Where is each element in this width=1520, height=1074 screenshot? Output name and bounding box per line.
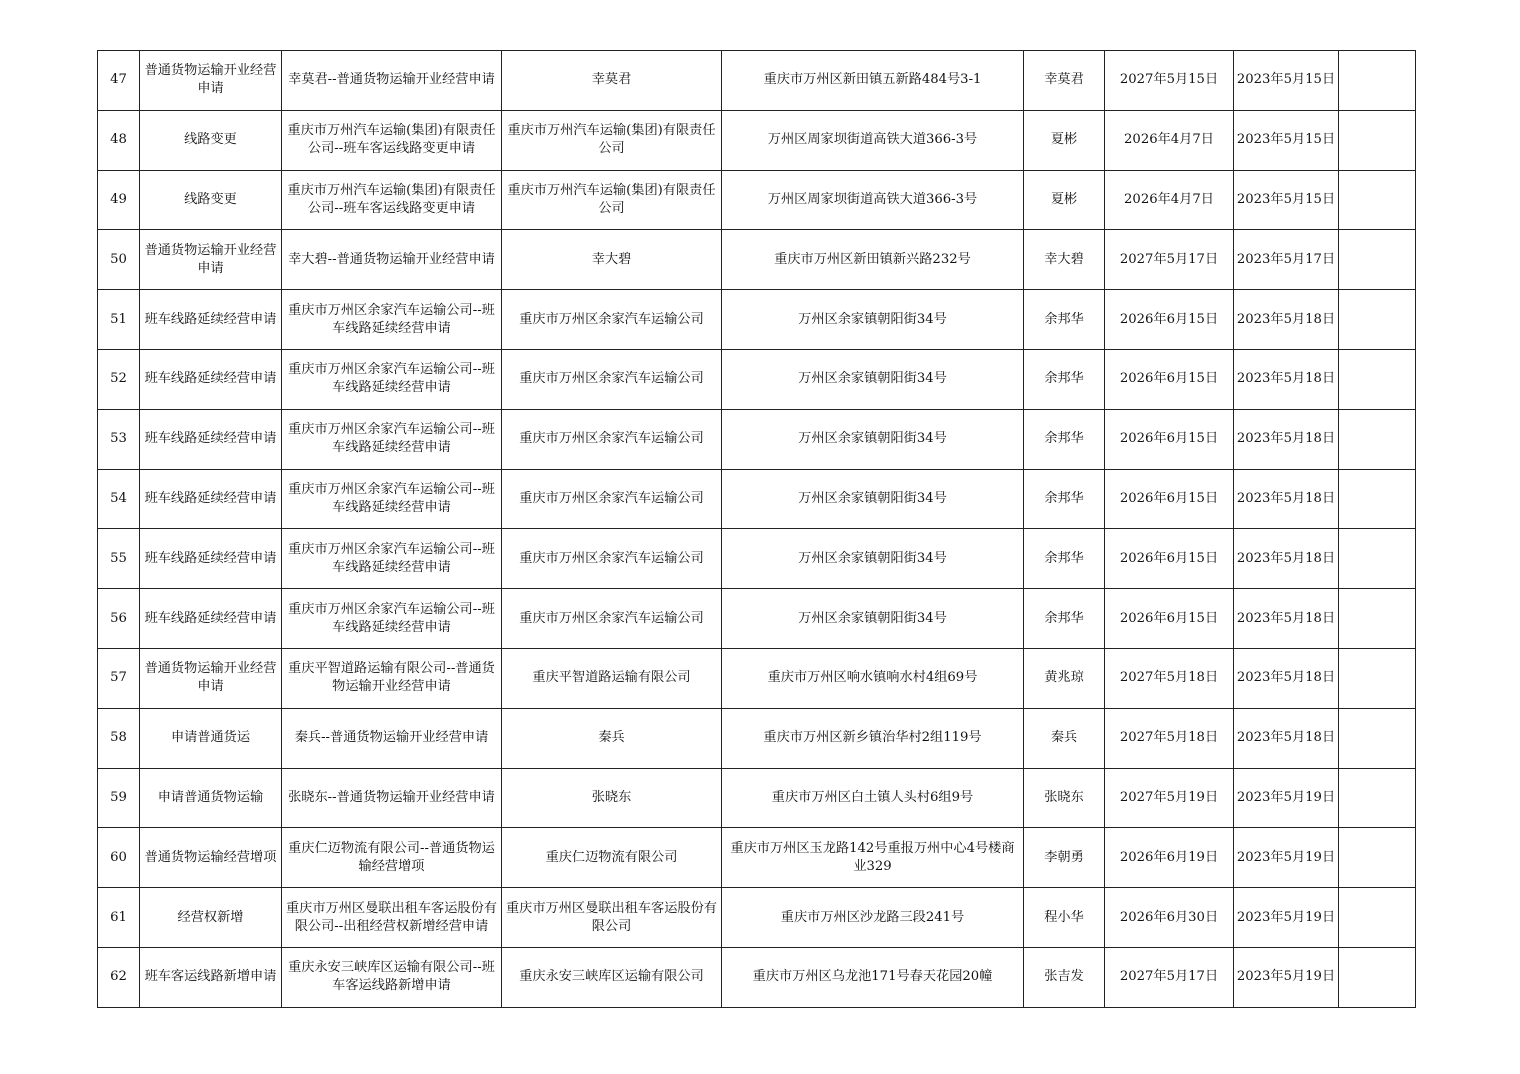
remarks-cell [1339, 290, 1416, 350]
application-item-cell: 班车线路延续经营申请 [140, 290, 282, 350]
applicant-name-cell: 重庆市万州区余家汽车运输公司 [502, 529, 722, 589]
applicant-address-cell: 重庆市万州区玉龙路142号重报万州中心4号楼商业329 [722, 828, 1024, 888]
application-item-cell: 经营权新增 [140, 888, 282, 948]
application-item-cell: 普通货物运输开业经营申请 [140, 230, 282, 290]
table-row [98, 947, 1416, 1007]
applicant-address-cell: 万州区余家镇朝阳街34号 [722, 409, 1024, 469]
remarks-cell [1339, 708, 1416, 768]
remarks-cell [1339, 51, 1416, 111]
applicant-address-cell: 万州区余家镇朝阳街34号 [722, 469, 1024, 529]
applicant-address-cell: 重庆市万州区新田镇五新路484号3-1 [722, 51, 1024, 111]
applicant-name-cell: 张晓东 [502, 768, 722, 828]
decision-date-cell: 2023年5月19日 [1234, 768, 1339, 828]
license-table [97, 50, 1416, 1008]
applicant-name-cell: 幸大碧 [502, 230, 722, 290]
decision-date-cell: 2023年5月18日 [1234, 290, 1339, 350]
application-title-cell: 重庆市万州区余家汽车运输公司--班车线路延续经营申请 [282, 290, 502, 350]
applicant-name-cell: 重庆市万州区余家汽车运输公司 [502, 409, 722, 469]
applicant-address-cell: 万州区余家镇朝阳街34号 [722, 290, 1024, 350]
table-row [98, 888, 1416, 948]
decision-date-cell: 2023年5月15日 [1234, 110, 1339, 170]
applicant-name-cell: 重庆市万州区曼联出租车客运股份有限公司 [502, 888, 722, 948]
application-title-cell: 重庆市万州区余家汽车运输公司--班车线路延续经营申请 [282, 469, 502, 529]
decision-date-cell: 2023年5月15日 [1234, 170, 1339, 230]
table-row [98, 469, 1416, 529]
table-row [98, 290, 1416, 350]
legal-representative-cell: 余邦华 [1024, 349, 1105, 409]
table-row [98, 529, 1416, 589]
applicant-address-cell: 万州区周家坝街道高铁大道366-3号 [722, 170, 1024, 230]
application-title-cell: 重庆市万州汽车运输(集团)有限责任公司--班车客运线路变更申请 [282, 110, 502, 170]
license-expiry-date-cell: 2027年5月17日 [1105, 947, 1234, 1007]
legal-representative-cell: 秦兵 [1024, 708, 1105, 768]
decision-date-cell: 2023年5月19日 [1234, 828, 1339, 888]
application-item-cell: 线路变更 [140, 170, 282, 230]
decision-date-cell: 2023年5月18日 [1234, 409, 1339, 469]
applicant-address-cell: 重庆市万州区响水镇响水村4组69号 [722, 648, 1024, 708]
license-expiry-date-cell: 2026年6月15日 [1105, 290, 1234, 350]
application-title-cell: 重庆平智道路运输有限公司--普通货物运输开业经营申请 [282, 648, 502, 708]
remarks-cell [1339, 349, 1416, 409]
table-row [98, 768, 1416, 828]
applicant-name-cell: 重庆永安三峡库区运输有限公司 [502, 947, 722, 1007]
remarks-cell [1339, 110, 1416, 170]
applicant-address-cell: 万州区余家镇朝阳街34号 [722, 589, 1024, 649]
application-title-cell: 幸莫君--普通货物运输开业经营申请 [282, 51, 502, 111]
row-number-cell: 55 [98, 529, 140, 589]
remarks-cell [1339, 589, 1416, 649]
application-item-cell: 班车线路延续经营申请 [140, 349, 282, 409]
application-item-cell: 线路变更 [140, 110, 282, 170]
decision-date-cell: 2023年5月19日 [1234, 888, 1339, 948]
decision-date-cell: 2023年5月15日 [1234, 51, 1339, 111]
remarks-cell [1339, 947, 1416, 1007]
table-row [98, 170, 1416, 230]
remarks-cell [1339, 888, 1416, 948]
application-title-cell: 重庆仁迈物流有限公司--普通货物运输经营增项 [282, 828, 502, 888]
license-expiry-date-cell: 2027年5月18日 [1105, 648, 1234, 708]
legal-representative-cell: 张晓东 [1024, 768, 1105, 828]
remarks-cell [1339, 529, 1416, 589]
license-expiry-date-cell: 2027年5月15日 [1105, 51, 1234, 111]
legal-representative-cell: 幸莫君 [1024, 51, 1105, 111]
license-expiry-date-cell: 2026年6月19日 [1105, 828, 1234, 888]
table-row [98, 409, 1416, 469]
application-title-cell: 重庆市万州区余家汽车运输公司--班车线路延续经营申请 [282, 409, 502, 469]
row-number-cell: 52 [98, 349, 140, 409]
applicant-address-cell: 重庆市万州区乌龙池171号春天花园20幢 [722, 947, 1024, 1007]
table-row [98, 349, 1416, 409]
application-title-cell: 幸大碧--普通货物运输开业经营申请 [282, 230, 502, 290]
table-row [98, 51, 1416, 111]
application-title-cell: 重庆市万州区余家汽车运输公司--班车线路延续经营申请 [282, 349, 502, 409]
decision-date-cell: 2023年5月18日 [1234, 349, 1339, 409]
row-number-cell: 49 [98, 170, 140, 230]
applicant-address-cell: 重庆市万州区白土镇人头村6组9号 [722, 768, 1024, 828]
row-number-cell: 51 [98, 290, 140, 350]
license-expiry-date-cell: 2027年5月19日 [1105, 768, 1234, 828]
application-item-cell: 班车线路延续经营申请 [140, 469, 282, 529]
license-expiry-date-cell: 2027年5月17日 [1105, 230, 1234, 290]
row-number-cell: 59 [98, 768, 140, 828]
applicant-name-cell: 重庆市万州区余家汽车运输公司 [502, 349, 722, 409]
remarks-cell [1339, 409, 1416, 469]
license-expiry-date-cell: 2026年6月15日 [1105, 589, 1234, 649]
decision-date-cell: 2023年5月18日 [1234, 469, 1339, 529]
row-number-cell: 47 [98, 51, 140, 111]
applicant-name-cell: 重庆仁迈物流有限公司 [502, 828, 722, 888]
application-item-cell: 申请普通货物运输 [140, 768, 282, 828]
row-number-cell: 58 [98, 708, 140, 768]
remarks-cell [1339, 170, 1416, 230]
remarks-cell [1339, 469, 1416, 529]
remarks-cell [1339, 828, 1416, 888]
applicant-name-cell: 重庆市万州区余家汽车运输公司 [502, 589, 722, 649]
legal-representative-cell: 夏彬 [1024, 170, 1105, 230]
application-title-cell: 重庆永安三峡库区运输有限公司--班车客运线路新增申请 [282, 947, 502, 1007]
applicant-address-cell: 万州区周家坝街道高铁大道366-3号 [722, 110, 1024, 170]
applicant-name-cell: 重庆市万州区余家汽车运输公司 [502, 290, 722, 350]
application-title-cell: 重庆市万州区曼联出租车客运股份有限公司--出租经营权新增经营申请 [282, 888, 502, 948]
legal-representative-cell: 程小华 [1024, 888, 1105, 948]
table-row [98, 589, 1416, 649]
row-number-cell: 53 [98, 409, 140, 469]
license-expiry-date-cell: 2026年4月7日 [1105, 110, 1234, 170]
legal-representative-cell: 夏彬 [1024, 110, 1105, 170]
table-row [98, 230, 1416, 290]
legal-representative-cell: 李朝勇 [1024, 828, 1105, 888]
license-expiry-date-cell: 2026年6月15日 [1105, 469, 1234, 529]
remarks-cell [1339, 230, 1416, 290]
remarks-cell [1339, 648, 1416, 708]
applicant-address-cell: 重庆市万州区沙龙路三段241号 [722, 888, 1024, 948]
applicant-name-cell: 重庆市万州汽车运输(集团)有限责任公司 [502, 170, 722, 230]
row-number-cell: 54 [98, 469, 140, 529]
applicant-address-cell: 万州区余家镇朝阳街34号 [722, 529, 1024, 589]
application-item-cell: 班车客运线路新增申请 [140, 947, 282, 1007]
application-title-cell: 重庆市万州区余家汽车运输公司--班车线路延续经营申请 [282, 589, 502, 649]
table-row [98, 110, 1416, 170]
license-expiry-date-cell: 2026年6月15日 [1105, 529, 1234, 589]
legal-representative-cell: 余邦华 [1024, 290, 1105, 350]
applicant-name-cell: 幸莫君 [502, 51, 722, 111]
table-row [98, 708, 1416, 768]
row-number-cell: 60 [98, 828, 140, 888]
row-number-cell: 61 [98, 888, 140, 948]
application-title-cell: 秦兵--普通货物运输开业经营申请 [282, 708, 502, 768]
table-row [98, 648, 1416, 708]
application-item-cell: 申请普通货运 [140, 708, 282, 768]
license-expiry-date-cell: 2026年4月7日 [1105, 170, 1234, 230]
row-number-cell: 57 [98, 648, 140, 708]
application-item-cell: 普通货物运输开业经营申请 [140, 648, 282, 708]
application-title-cell: 重庆市万州汽车运输(集团)有限责任公司--班车客运线路变更申请 [282, 170, 502, 230]
row-number-cell: 56 [98, 589, 140, 649]
decision-date-cell: 2023年5月18日 [1234, 708, 1339, 768]
row-number-cell: 48 [98, 110, 140, 170]
applicant-address-cell: 重庆市万州区新乡镇治华村2组119号 [722, 708, 1024, 768]
row-number-cell: 50 [98, 230, 140, 290]
legal-representative-cell: 余邦华 [1024, 409, 1105, 469]
application-title-cell: 重庆市万州区余家汽车运输公司--班车线路延续经营申请 [282, 529, 502, 589]
applicant-name-cell: 秦兵 [502, 708, 722, 768]
table-row [98, 828, 1416, 888]
legal-representative-cell: 幸大碧 [1024, 230, 1105, 290]
application-title-cell: 张晓东--普通货物运输开业经营申请 [282, 768, 502, 828]
decision-date-cell: 2023年5月18日 [1234, 589, 1339, 649]
license-expiry-date-cell: 2026年6月15日 [1105, 349, 1234, 409]
table-body [98, 51, 1416, 1008]
applicant-address-cell: 重庆市万州区新田镇新兴路232号 [722, 230, 1024, 290]
applicant-name-cell: 重庆市万州汽车运输(集团)有限责任公司 [502, 110, 722, 170]
decision-date-cell: 2023年5月18日 [1234, 529, 1339, 589]
legal-representative-cell: 张吉发 [1024, 947, 1105, 1007]
legal-representative-cell: 余邦华 [1024, 589, 1105, 649]
application-item-cell: 班车线路延续经营申请 [140, 529, 282, 589]
legal-representative-cell: 余邦华 [1024, 469, 1105, 529]
application-item-cell: 普通货物运输开业经营申请 [140, 51, 282, 111]
license-expiry-date-cell: 2026年6月30日 [1105, 888, 1234, 948]
decision-date-cell: 2023年5月17日 [1234, 230, 1339, 290]
applicant-name-cell: 重庆市万州区余家汽车运输公司 [502, 469, 722, 529]
legal-representative-cell: 黄兆琼 [1024, 648, 1105, 708]
remarks-cell [1339, 768, 1416, 828]
row-number-cell: 62 [98, 947, 140, 1007]
application-item-cell: 班车线路延续经营申请 [140, 409, 282, 469]
decision-date-cell: 2023年5月18日 [1234, 648, 1339, 708]
decision-date-cell: 2023年5月19日 [1234, 947, 1339, 1007]
license-expiry-date-cell: 2027年5月18日 [1105, 708, 1234, 768]
applicant-address-cell: 万州区余家镇朝阳街34号 [722, 349, 1024, 409]
applicant-name-cell: 重庆平智道路运输有限公司 [502, 648, 722, 708]
legal-representative-cell: 余邦华 [1024, 529, 1105, 589]
application-item-cell: 普通货物运输经营增项 [140, 828, 282, 888]
application-item-cell: 班车线路延续经营申请 [140, 589, 282, 649]
license-expiry-date-cell: 2026年6月15日 [1105, 409, 1234, 469]
